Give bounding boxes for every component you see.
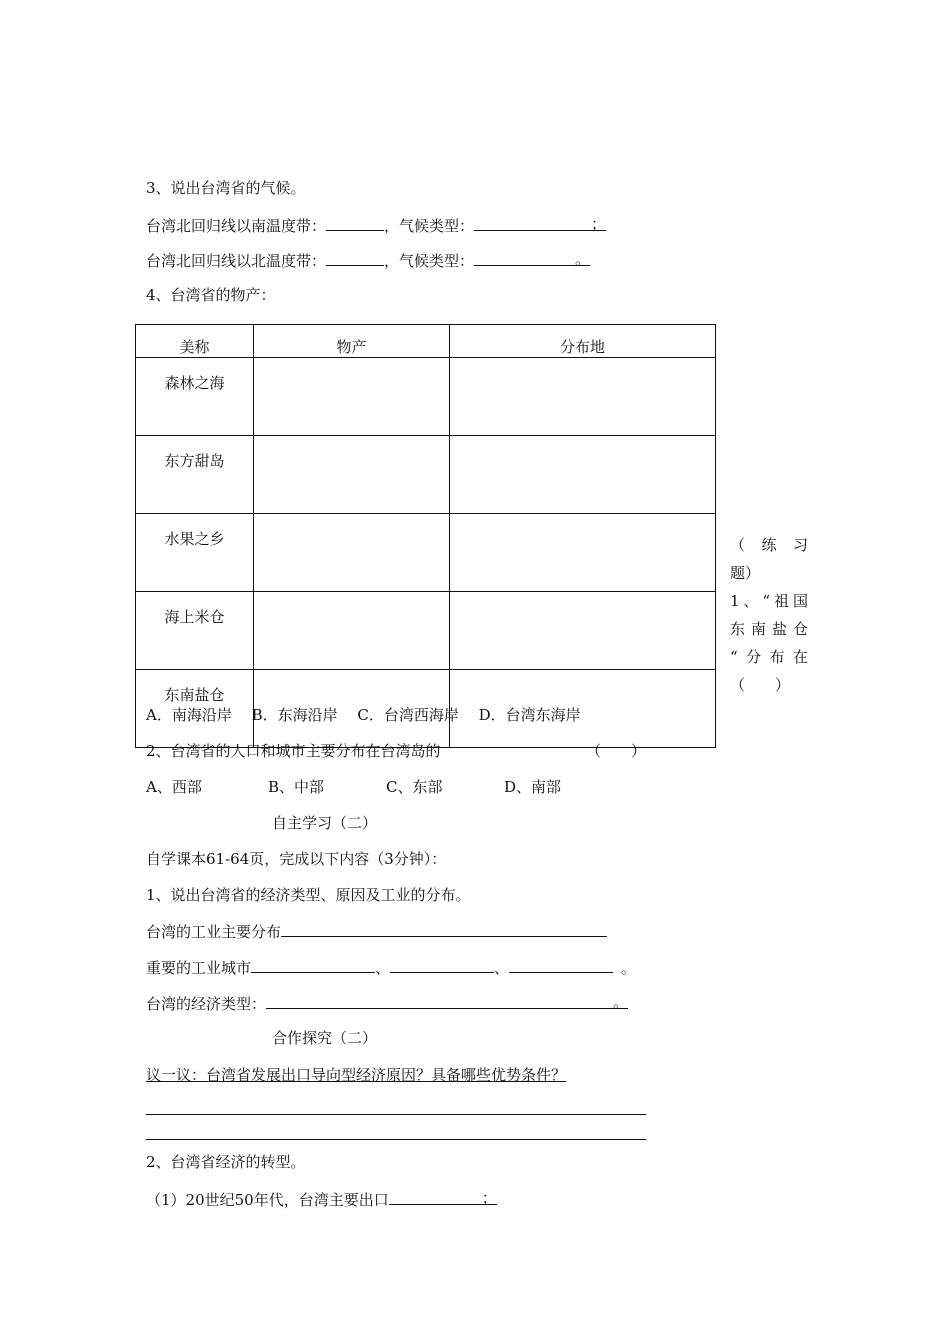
table-header-row xyxy=(136,325,716,358)
industry-line xyxy=(146,920,607,942)
export-1950s-blank[interactable] xyxy=(389,1188,497,1205)
table-row xyxy=(136,592,716,670)
discuss-prompt: 议一议：台湾省发展出口导向型经济原因？具备哪些优势条件？ xyxy=(146,1066,567,1084)
row-nickname: 东方甜岛 xyxy=(136,436,254,514)
exercise-side-column xyxy=(730,531,808,699)
location-cell[interactable] xyxy=(450,358,716,436)
economy-line xyxy=(146,992,628,1014)
south-temp-zone-blank[interactable] xyxy=(326,214,384,231)
answer-line-1[interactable] xyxy=(146,1114,646,1115)
export-1950s-line xyxy=(146,1188,497,1210)
economy-blank[interactable] xyxy=(266,992,628,1009)
economy-end: 。 xyxy=(613,993,629,1011)
header-nickname: 美称 xyxy=(136,325,254,358)
answer-line-2[interactable] xyxy=(146,1139,646,1140)
climate-north-prefix: 台湾北回归线以北温度带： xyxy=(146,252,327,270)
q2-option-d[interactable]: D、南部 xyxy=(504,778,562,796)
city-blank-2[interactable] xyxy=(390,956,494,973)
q2-answer-bracket[interactable]: （ ） xyxy=(586,742,647,760)
q2-text: 2、台湾省的人口和城市主要分布在台湾岛的 xyxy=(146,742,441,760)
climate-north-mid: ，气候类型： xyxy=(384,252,475,270)
row-nickname: 东南盐仓 xyxy=(136,670,254,748)
city-blank-1[interactable] xyxy=(251,956,375,973)
north-climate-type-blank[interactable] xyxy=(474,249,590,266)
location-cell[interactable] xyxy=(450,514,716,592)
table-row xyxy=(136,514,716,592)
q1-options: A．南海沿岸 B．东海沿岸 C．台湾西海岸 D．台湾东海岸 xyxy=(146,706,581,724)
products-table xyxy=(135,324,716,748)
location-cell[interactable] xyxy=(450,436,716,514)
section4-title: 4、台湾省的物产： xyxy=(146,286,276,304)
coop2-heading: 合作探究（二） xyxy=(272,1029,378,1047)
exercise-q1-line1: 1、“祖国 xyxy=(730,592,808,610)
row-nickname: 海上米仓 xyxy=(136,592,254,670)
q2-option-b[interactable]: B、中部 xyxy=(268,778,325,796)
cities-label: 重要的工业城市 xyxy=(146,959,252,977)
row-nickname: 森林之海 xyxy=(136,358,254,436)
economy-label: 台湾的经济类型： xyxy=(146,995,267,1013)
cities-sep-1: 、 xyxy=(375,959,391,977)
cities-end: 。 xyxy=(621,959,637,977)
cities-line xyxy=(146,956,636,978)
exercise-q1-bracket[interactable]: （ ） xyxy=(730,676,791,694)
product-cell[interactable] xyxy=(254,592,450,670)
south-end-mark: ； xyxy=(591,215,607,233)
export-1950s-end: ； xyxy=(481,1189,497,1207)
industry-label: 台湾的工业主要分布 xyxy=(146,923,282,941)
north-end-mark: 。 xyxy=(575,250,591,268)
climate-north-line xyxy=(146,249,590,271)
exercise-label-2: 题） xyxy=(730,564,761,582)
location-cell[interactable] xyxy=(450,592,716,670)
coop2-q2: 2、台湾省经济的转型。 xyxy=(146,1153,306,1171)
q2-option-a[interactable]: A、西部 xyxy=(146,778,202,796)
north-temp-zone-blank[interactable] xyxy=(326,249,384,266)
q2-option-c[interactable]: C、东部 xyxy=(386,778,443,796)
product-cell[interactable] xyxy=(254,358,450,436)
south-climate-type-blank[interactable] xyxy=(474,214,606,231)
climate-south-mid: ，气候类型： xyxy=(384,217,475,235)
climate-south-prefix: 台湾北回归线以南温度带： xyxy=(146,217,327,235)
export-1950s-label: （1）20世纪50年代，台湾主要出口 xyxy=(146,1191,389,1209)
self-study2-q1: 1、说出台湾省的经济类型、原因及工业的分布。 xyxy=(146,886,471,904)
header-product: 物产 xyxy=(254,325,450,358)
industry-blank[interactable] xyxy=(281,920,607,937)
self-study2-intro: 自学课本61-64页，完成以下内容（3分钟）： xyxy=(146,850,447,868)
exercise-label-1: （ 练 习 xyxy=(730,536,808,554)
city-blank-3[interactable] xyxy=(509,956,613,973)
exercise-q1-line2: 东南盐仓 xyxy=(730,620,808,638)
exercise-q1-line3: “分布在 xyxy=(730,648,808,666)
product-cell[interactable] xyxy=(254,514,450,592)
header-location: 分布地 xyxy=(450,325,716,358)
cities-sep-2: 、 xyxy=(494,959,510,977)
row-nickname: 水果之乡 xyxy=(136,514,254,592)
table-row xyxy=(136,436,716,514)
q2-line xyxy=(146,741,647,761)
section3-title: 3、说出台湾省的气候。 xyxy=(146,179,306,197)
climate-south-line xyxy=(146,214,606,236)
table-row xyxy=(136,358,716,436)
self-study2-heading: 自主学习（二） xyxy=(272,814,378,832)
product-cell[interactable] xyxy=(254,436,450,514)
